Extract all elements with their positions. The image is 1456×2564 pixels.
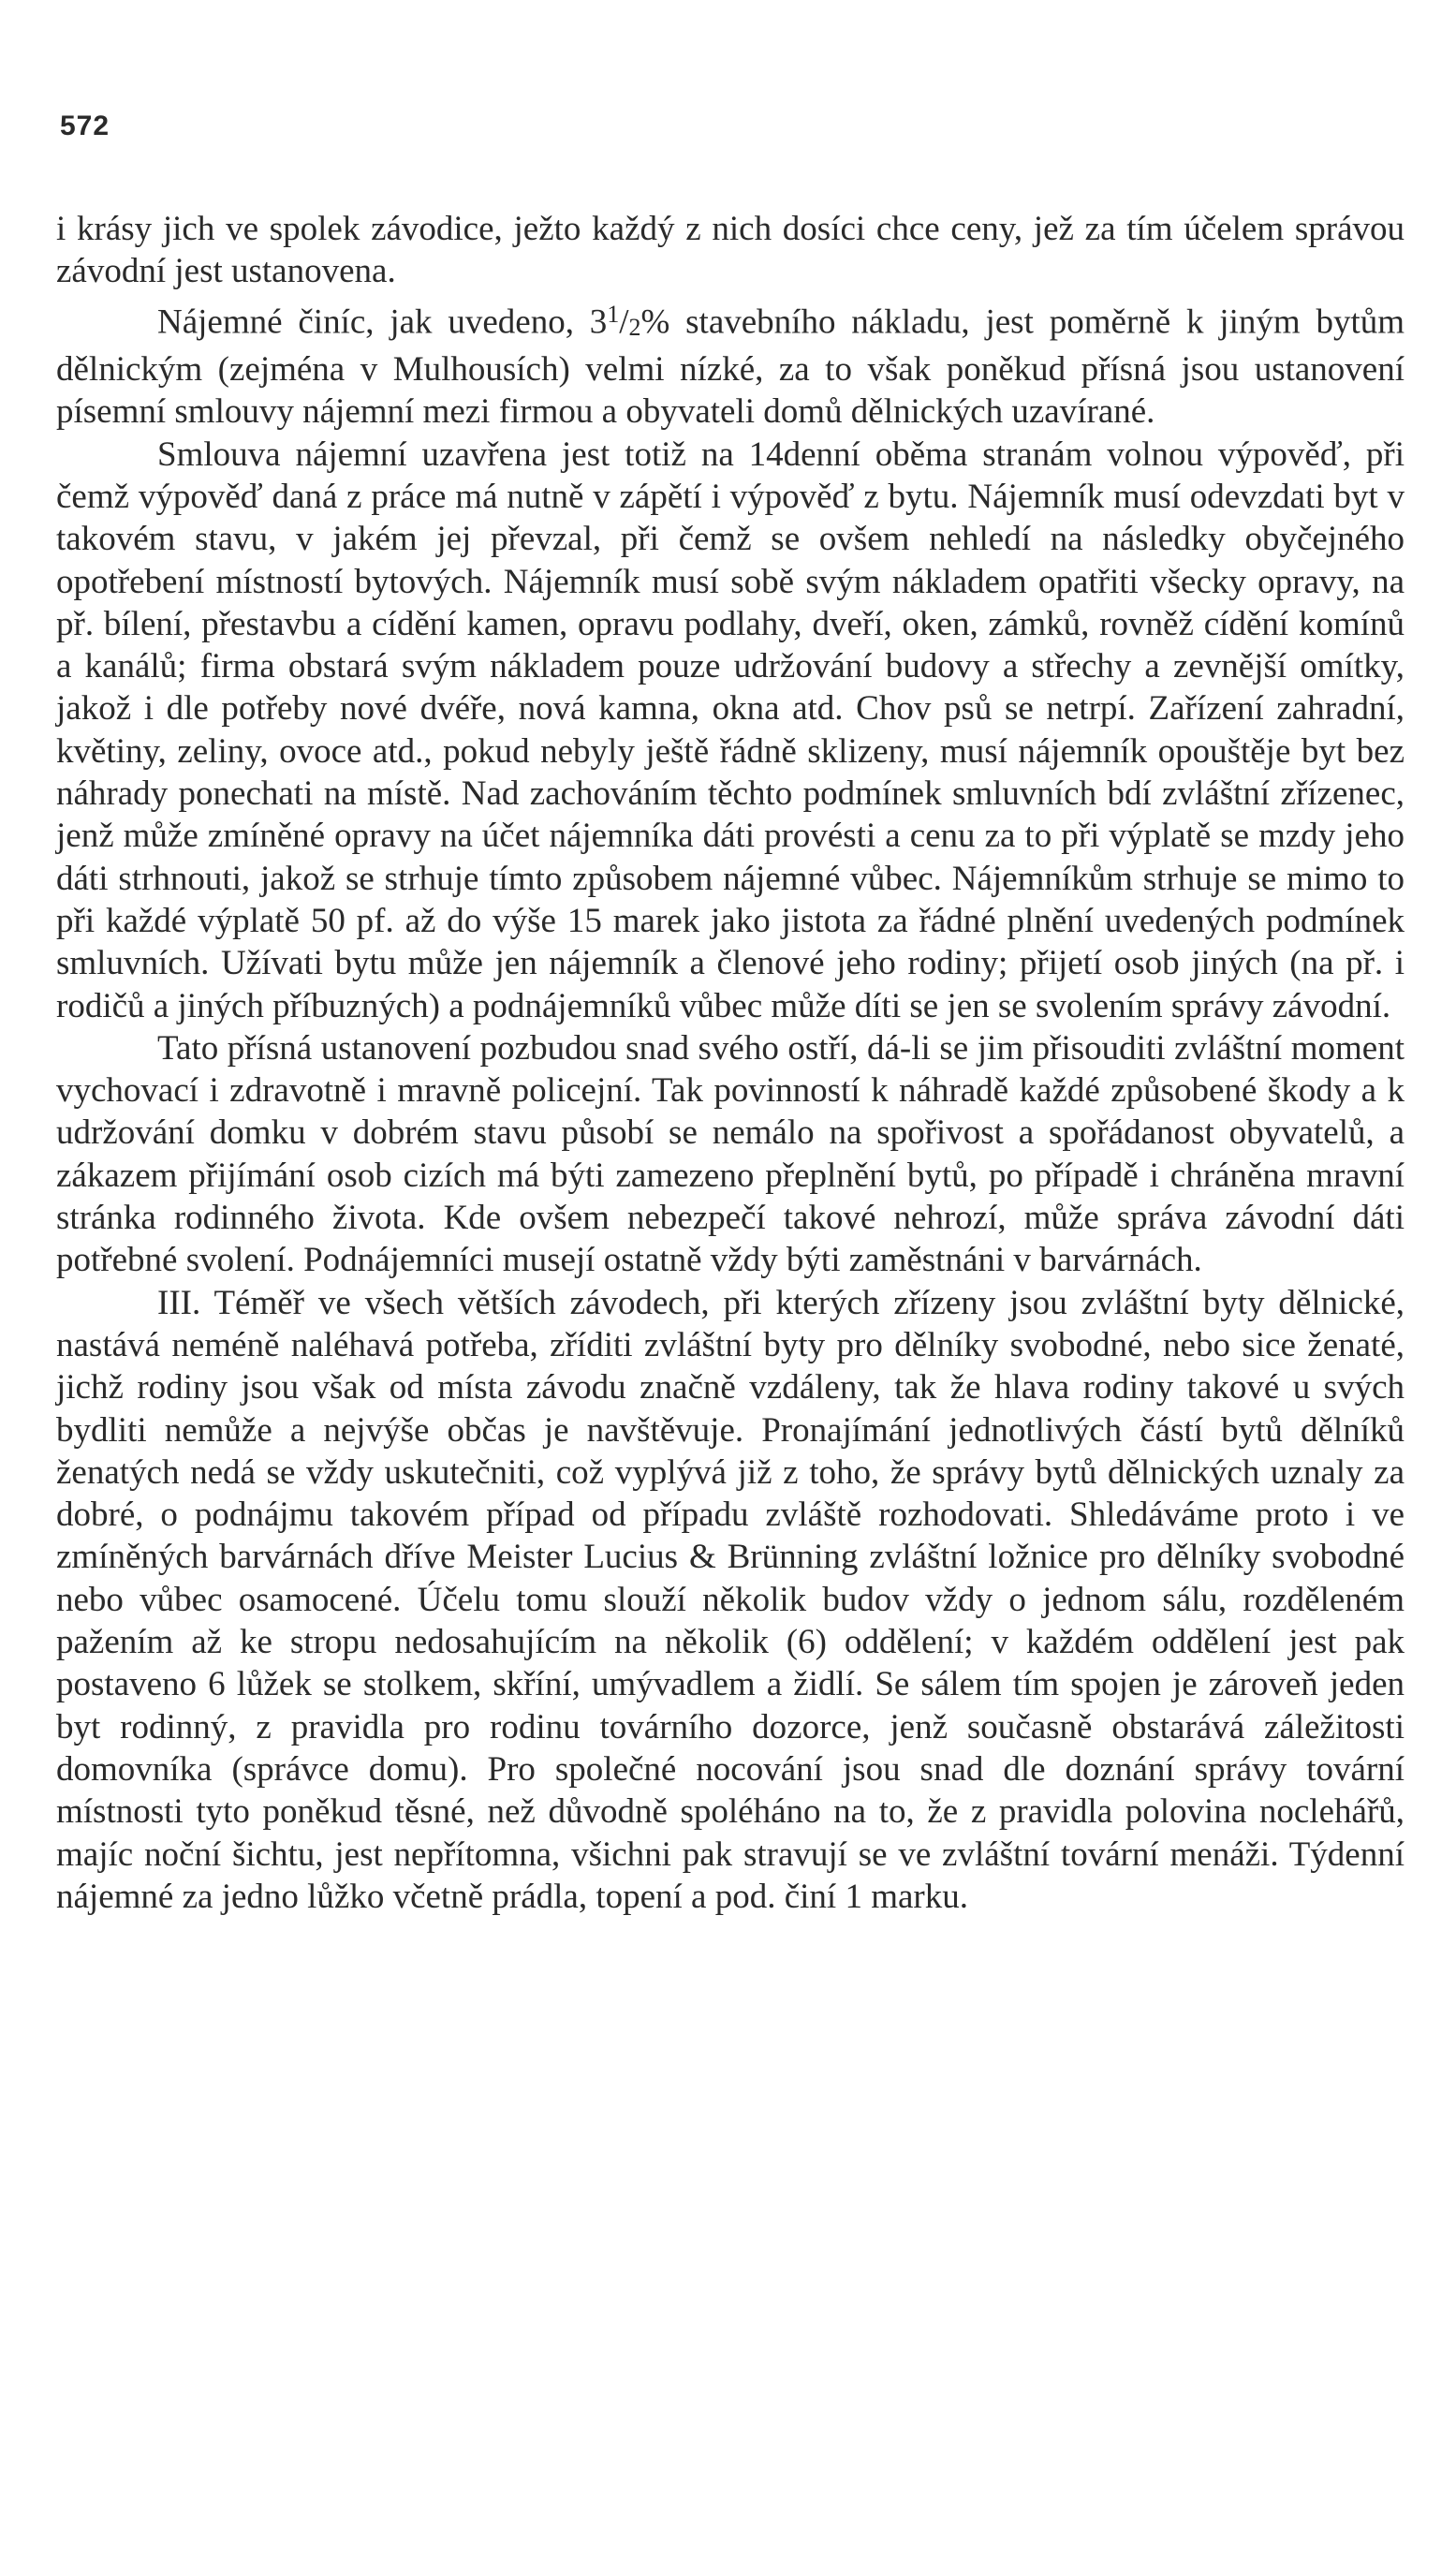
paragraph-lease-contract: Smlouva nájemní uzavřena jest totiž na 14denní oběma stranám volnou výpověď, při čemž výpověď daná z práce má nutně v zápětí i výpověď z bytu. Nájemník musí odevzdati byt v takovém stavu, v jakém jej převzal, při čemž se ovšem nehledí na následky obyčejného opotřebení místností bytových. Nájemník musí sobě svým nákladem opatřiti všecky opravy, na př. bílení, přestavbu a cídění kamen, opravu podlahy, dveří, oken, zámků, rovněž cídění komínů a kanálů; firma obstará svým nákladem pouze udržování budovy a střechy a zevnější omítky, jakož i dle potřeby nové dvéře, nová kamna, okna atd. Chov psů se netrpí. Zařízení zahradní, květiny, zeliny, ovoce atd., pokud nebyly ještě řádně sklizeny, musí nájemník opouštěje byt bez náhrady ponechati na místě. Nad zachováním těchto podmínek smluvních bdí zvláštní zřízenec, jenž může zmíněné opravy na účet nájemníka dáti provésti a cenu za to při výplatě se mzdy jeho dáti strhnouti, jakož se strhuje tímto způsobem nájemné vůbec. Nájemníkům strhuje se mimo to při každé výplatě 50 pf. až do výše 15 marek jako jistota za řádné plnění uvedených podmínek smluvních. Užívati bytu může jen nájemník a členové jeho rodiny; přijetí osob jiných (na př. i rodičů a jiných příbuzných) a podnájemníků vůbec může díti se jen se svolením správy závodní. (56, 435, 1405, 1025)
paragraph-strict-provisions: Tato přísná ustanovení pozbudou snad svého ostří, dá-li se jim přisouditi zvláštní moment vychovací i zdravotně i mravně policejní. Tak povinností k náhradě každé způsobené škody a k udržování domku v dobrém stavu působí se nemálo na spořivost a spořádanost obyvatelů, a zákazem přijímání osob cizích má býti zamezeno přeplnění bytů, po případě i chráněna mravní stránka rodinného života. Kde ovšem nebezpečí takové nehrozí, může správa závodní dáti potřebné svolení. Podnájemníci musejí ostatně vždy býti zaměstnáni v barvárnách. (56, 1028, 1405, 1280)
page-number: 572 (60, 111, 110, 141)
body-text (56, 208, 1405, 1918)
rent-text-after: stavebního nákladu, jest poměrně k jiným bytům dělnickým (zejména v Mulhousích) velmi nízké, za to však poněkud přísná jsou ustanovení písemní smlouvy nájemní mezi firmou a obyvateli domů dělnických uzavírané. (56, 302, 1405, 432)
fraction-numerator: 1 (607, 300, 620, 328)
rent-text-before: Nájemné činíc, jak uvedeno, 3 (157, 302, 608, 342)
percent-sign: % (640, 302, 670, 342)
paragraph-section-iii: III. Téměř ve všech větších závodech, při kterých zřízeny jsou zvláštní byty dělnické, nastává neméně naléhavá potřeba, zříditi zvláštní byty pro dělníky svobodné, nebo sice ženaté, jichž rodiny jsou však od místa závodu značně vzdáleny, tak že hlava rodiny takové u svých bydliti nemůže a nejvýše občas je navštěvuje. Pronajímání jednotlivých částí bytů dělníků ženatých nedá se vždy uskutečniti, což vyplývá již z toho, že správy bytů dělnických uznaly za dobré, o podnájmu takovém případ od případu zvláště rozhodovati. Shledáváme proto i ve zmíněných barvárnách dříve Meister Lucius & Brünning zvláštní ložnice pro dělníky svobodné nebo vůbec osamocené. Účelu tomu slouží několik budov vždy o jednom sálu, rozděleném pažením až ke stropu nedosahujícím na několik (6) oddělení; v každém oddělení jest pak postaveno 6 lůžek se stolkem, skříní, umývadlem a židlí. Se sálem tím spojen je zároveň jeden byt rodinný, z pravidla pro rodinu továrního dozorce, jenž současně obstarává záležitosti domovníka (správce domu). Pro společné nocování jsou snad dle doznání správy tovární místnosti tyto poněkud těsné, než důvodně spoléháno na to, že z pravidla polovina noclehářů, majíc noční šichtu, jest nepřítomna, všichni pak stravují se ve zvláštní tovární menáži. Týdenní nájemné za jedno lůžko včetně prádla, topení a pod. činí 1 marku. (56, 1283, 1405, 1916)
fraction-denominator: 2 (628, 313, 641, 341)
paragraph-continuation: i krásy jich ve spolek závodice, ježto každý z nich dosíci chce ceny, jež za tím účelem správou závodní jest ustanovena. (56, 210, 1405, 291)
paragraph-rent: Nájemné činíc, jak uvedeno, $3^1/2\%$ stavebního nákladu, jest poměrně k jiným bytům dělnickým (zejména v Mulhousích) velmi nízké, za to však poněkud přísná jsou ustanovení písemní smlouvy nájemní mezi firmou a obyvateli domů dělnických uzavírané. (56, 300, 1405, 432)
